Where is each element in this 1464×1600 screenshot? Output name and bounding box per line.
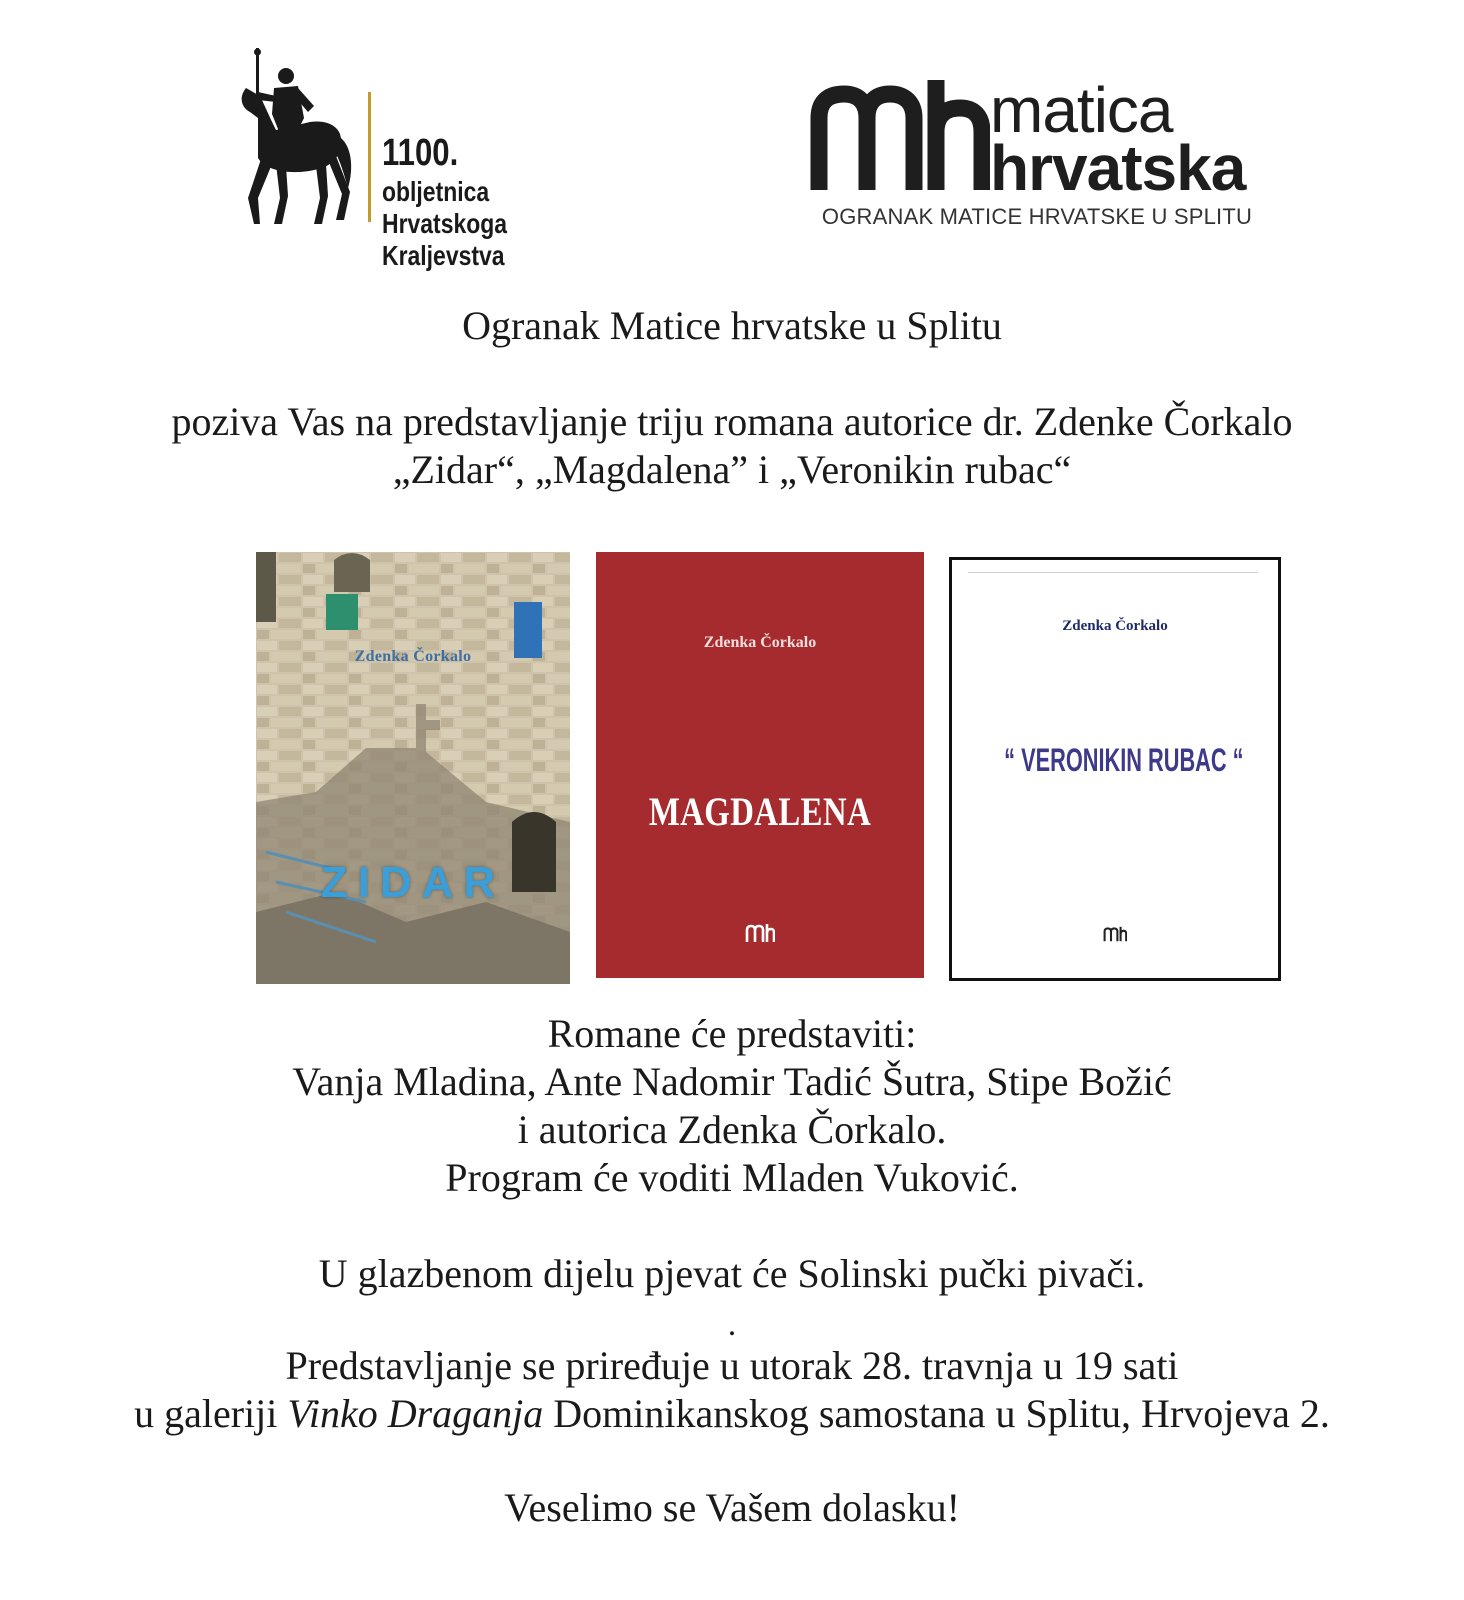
anniversary-line-2: Hrvatskoga (382, 208, 508, 239)
zidar-author: Zdenka Čorkalo (354, 648, 472, 665)
anniversary-logo (236, 48, 536, 271)
mh-small-logo-icon (1103, 926, 1127, 942)
where-suffix: Dominikanskog samostana u Splitu, Hrvojeva 2. (543, 1391, 1330, 1436)
program-host: Program će voditi Mladen Vuković. (445, 1155, 1019, 1200)
zidar-title: ZIDAR (320, 858, 506, 907)
veronikin-title: “ VERONIKIN RUBAC “ (1004, 742, 1244, 778)
where-prefix: u galeriji (134, 1391, 288, 1436)
cover-rule (968, 572, 1258, 573)
magdalena-author: Zdenka Čorkalo (703, 634, 817, 651)
king-on-horse-icon (236, 48, 356, 228)
anniversary-year: 1100. (382, 132, 459, 174)
presenters-author: i autorica Zdenka Čorkalo. (517, 1107, 947, 1152)
veronikin-author: Zdenka Čorkalo (1062, 618, 1168, 634)
gold-divider (368, 92, 371, 222)
matica-hrvatska-logo (810, 70, 1290, 240)
hrvatska-word: hrvatska (990, 132, 1246, 204)
invitation-line-1: poziva Vas na predstavljanje triju romana autorice dr. Zdenke Čorkalo (171, 399, 1293, 444)
mh-monogram-icon (810, 80, 990, 190)
book-cover-veronikin-rubac (949, 557, 1281, 981)
stone-wall-photo-icon (256, 552, 570, 984)
event-when: Predstavljanje se priređuje u utorak 28. travnja u 19 sati (285, 1343, 1179, 1388)
book-cover-zidar (256, 552, 570, 984)
closing-line: Veselimo se Vašem dolasku! (504, 1485, 960, 1530)
music-line: U glazbenom dijelu pjevat će Solinski pučki pivači. (318, 1251, 1146, 1296)
presenters-names: Vanja Mladina, Ante Nadomir Tadić Šutra, Stipe Božić (292, 1059, 1172, 1104)
organizer-line: Ogranak Matice hrvatske u Splitu (462, 303, 1002, 348)
presenters-heading: Romane će predstaviti: (547, 1011, 917, 1056)
magdalena-title: MAGDALENA (648, 789, 872, 834)
separator-dot: . (727, 1306, 737, 1343)
invitation-line-2: „Zidar“, „Magdalena” i „Veronikin rubac“ (392, 447, 1072, 492)
matica-word: matica (990, 74, 1173, 146)
anniversary-line-3: Kraljevstva (382, 240, 505, 271)
branch-subtitle: OGRANAK MATICE HRVATSKE U SPLITU (821, 204, 1253, 229)
anniversary-line-1: obljetnica (382, 176, 490, 207)
event-where (0, 1391, 1464, 1436)
book-cover-magdalena (596, 552, 924, 978)
mh-small-logo-icon (745, 924, 775, 942)
gallery-name: Vinko Draganja (287, 1391, 544, 1436)
